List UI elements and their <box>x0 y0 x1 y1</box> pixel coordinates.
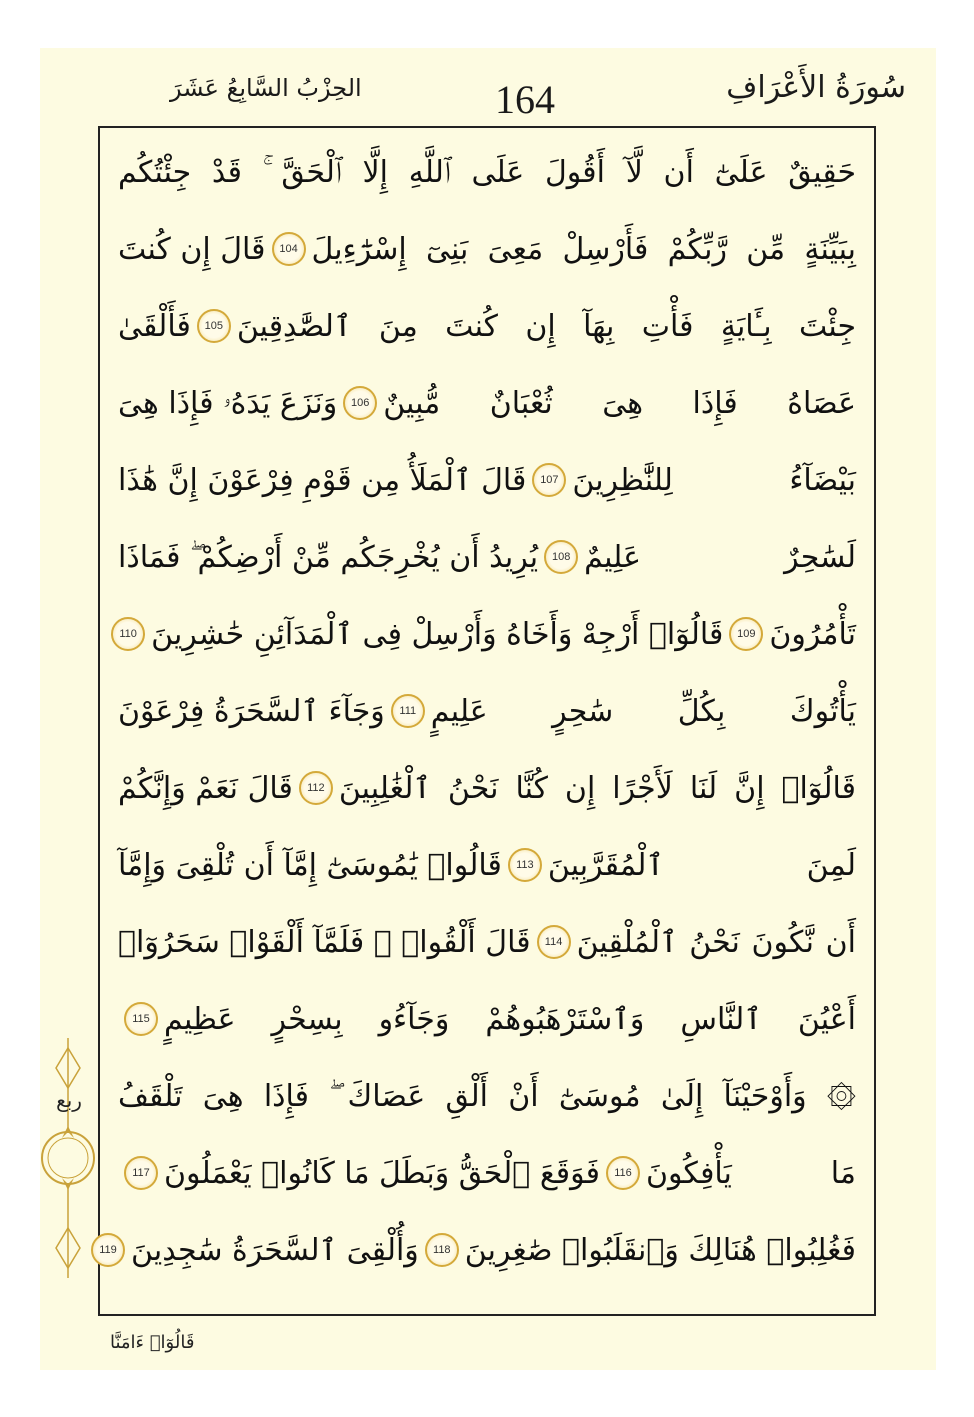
line-text: أَعْيُنَ ٱلنَّاسِ وَٱسْتَرْهَبُوهُمْ وَجَآءُو بِسِحْرٍ عَظِيمٍ <box>164 1001 856 1037</box>
text-line-11 <box>118 906 856 978</box>
page-header <box>40 48 936 126</box>
ayah-marker: 114 <box>537 925 571 959</box>
text-line-8 <box>118 675 856 747</box>
text-line-14 <box>118 1137 856 1209</box>
text-line-13 <box>118 1060 856 1132</box>
catchword: قَالُوٓا۟ ءَامَنَّا <box>110 1332 195 1353</box>
text-line-7 <box>118 598 856 670</box>
ayah-marker-end: 119 <box>91 1233 125 1267</box>
ayah-marker: 109 <box>729 617 763 651</box>
line-text: أَن نَّكُونَ نَحْنُ ٱلْمُلْقِينَ <box>576 924 856 960</box>
ayah-marker-end: 117 <box>124 1156 158 1190</box>
line-text: لَسَٰحِرٌ عَلِيمٌ <box>584 539 856 575</box>
text-line-3 <box>118 290 856 362</box>
line-text: جِئْتَ بِـَٔايَةٍ فَأْتِ بِهَآ إِن كُنتَ مِنَ ٱلصَّٰدِقِينَ <box>236 308 856 344</box>
line-text-after: قَالُوا۟ يَٰمُوسَىٰٓ إِمَّآ أَن تُلْقِىَ وَإِمَّآ <box>118 847 502 883</box>
line-text: بَيْضَآءُ لِلنَّٰظِرِينَ <box>572 462 856 498</box>
line-text: بِبَيِّنَةٍ مِّن رَّبِّكُمْ فَأَرْسِلْ مَعِىَ بَنِىٓ إِسْرَٰٓءِيلَ <box>311 231 856 267</box>
mushaf-page <box>40 48 936 1370</box>
rub-ornament-icon <box>40 1038 96 1278</box>
line-text-after: قَالَ أَلْقُوا۟ ۖ فَلَمَّآ أَلْقَوْا۟ سَحَرُوٓا۟ <box>118 924 531 960</box>
text-line-12 <box>118 983 856 1055</box>
rub-label: ربع <box>56 1088 82 1112</box>
line-text: حَقِيقٌ عَلَىٰٓ أَن لَّآ أَقُولَ عَلَى ٱللَّهِ إِلَّا ٱلْحَقَّ ۚ قَدْ جِئْتُكُم <box>118 154 856 190</box>
ayah-marker: 112 <box>299 771 333 805</box>
text-line-2 <box>118 213 856 285</box>
line-text-after: فَوَقَعَ ٱلْحَقُّ وَبَطَلَ مَا كَانُوا۟ يَعْمَلُونَ <box>164 1155 600 1191</box>
text-line-6 <box>118 521 856 593</box>
line-text-after: يُرِيدُ أَن يُخْرِجَكُم مِّنْ أَرْضِكُمْ ۖ فَمَاذَا <box>118 539 539 575</box>
surah-title: سُورَةُ الأَعْرَافِ <box>726 70 906 105</box>
line-text: لَمِنَ ٱلْمُقَرَّبِينَ <box>547 847 856 883</box>
ayah-marker: 118 <box>425 1233 459 1267</box>
line-text-after: وَأُلْقِىَ ٱلسَّحَرَةُ سَٰجِدِينَ <box>131 1232 419 1268</box>
line-text: مَا يَأْفِكُونَ <box>645 1155 856 1191</box>
ayah-marker: 104 <box>272 232 306 266</box>
ayah-marker: 106 <box>343 386 377 420</box>
ayah-marker: 113 <box>508 848 542 882</box>
text-line-4 <box>118 367 856 439</box>
line-text: فَغُلِبُوا۟ هُنَالِكَ وَٱنقَلَبُوا۟ صَٰغِرِينَ <box>464 1232 856 1268</box>
line-text-after: وَنَزَعَ يَدَهُۥ فَإِذَا هِىَ <box>118 385 338 421</box>
line-text-after: فَأَلْقَىٰ <box>118 308 191 344</box>
line-text-after: قَالَ ٱلْمَلَأُ مِن قَوْمِ فِرْعَوْنَ إِنَّ هَٰذَا <box>118 462 527 498</box>
ayah-marker: 107 <box>532 463 566 497</box>
ayah-marker: 105 <box>197 309 231 343</box>
ayah-marker: 115 <box>124 1002 158 1036</box>
line-text: ۞ وَأَوْحَيْنَآ إِلَىٰ مُوسَىٰٓ أَنْ أَلْقِ عَصَاكَ ۖ فَإِذَا هِىَ تَلْقَفُ <box>118 1078 856 1114</box>
text-line-10 <box>118 829 856 901</box>
line-text-after: قَالَ نَعَمْ وَإِنَّكُمْ <box>118 770 293 806</box>
hizb-title: الحِزْبُ السَّابِعُ عَشَرَ <box>170 74 362 102</box>
text-line-5 <box>118 444 856 516</box>
text-line-15 <box>99 1214 856 1286</box>
text-line-1 <box>118 136 856 208</box>
line-text-after: قَالَ إِن كُنتَ <box>118 231 266 267</box>
page-number: 164 <box>495 77 555 122</box>
line-text-after: قَالُوٓا۟ أَرْجِهْ وَأَخَاهُ وَأَرْسِلْ فِى ٱلْمَدَآئِنِ حَٰشِرِينَ <box>151 616 724 652</box>
ayah-marker-end: 110 <box>111 617 145 651</box>
ayah-marker: 108 <box>544 540 578 574</box>
text-frame <box>98 126 876 1316</box>
line-text: عَصَاهُ فَإِذَا هِىَ ثُعْبَانٌ مُّبِينٌ <box>383 385 856 421</box>
line-text: تَأْمُرُونَ <box>769 616 856 652</box>
ayah-marker: 111 <box>391 694 425 728</box>
text-line-9 <box>118 752 856 824</box>
line-text: قَالُوٓا۟ إِنَّ لَنَا لَأَجْرًا إِن كُنَّا نَحْنُ ٱلْغَٰلِبِينَ <box>338 770 856 806</box>
line-text-after: وَجَآءَ ٱلسَّحَرَةُ فِرْعَوْنَ <box>118 693 385 729</box>
line-text: يَأْتُوكَ بِكُلِّ سَٰحِرٍ عَلِيمٍ <box>430 693 856 729</box>
ayah-marker: 116 <box>606 1156 640 1190</box>
